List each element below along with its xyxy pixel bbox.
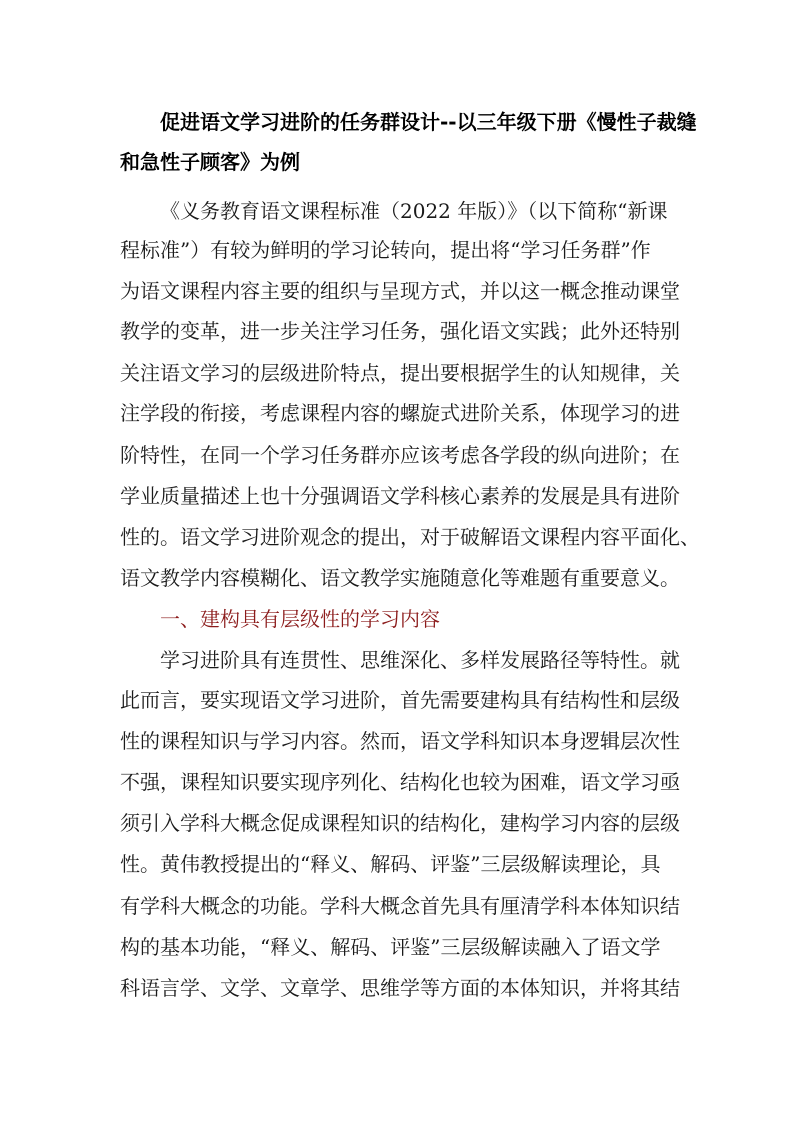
paragraph-line: 性的课程知识与学习内容。然而，语文学科知识本身逻辑层次性 (120, 729, 680, 753)
document-title-line-1: 促进语文学习进阶的任务群设计--以三年级下册《慢性子裁缝 (160, 110, 697, 134)
paragraph-line: 注学段的衔接，考虑课程内容的螺旋式进阶关系，体现学习的进 (120, 401, 680, 425)
paragraph-line: 科语言学、文学、文章学、思维学等方面的本体知识，并将其结 (120, 976, 680, 1000)
paragraph-line: 关注语文学习的层级进阶特点，提出要根据学生的认知规律，关 (120, 361, 680, 385)
paragraph-line: 此而言，要实现语文学习进阶，首先需要建构具有结构性和层级 (120, 688, 680, 712)
paragraph-line: 为语文课程内容主要的组织与呈现方式，并以这一概念推动课堂 (120, 279, 680, 303)
paragraph-line: 阶特性，在同一个学习任务群亦应该考虑各学段的纵向进阶；在 (120, 443, 680, 467)
paragraph-line: 《义务教育语文课程标准（2022 年版）》（以下简称“新课 (160, 199, 668, 223)
paragraph-line: 程标准”）有较为鲜明的学习论转向，提出将“学习任务群”作 (120, 238, 651, 262)
document-title-line-2: 和急性子顾客》为例 (120, 150, 300, 174)
paragraph-line: 不强，课程知识要实现序列化、结构化也较为困难，语文学习亟 (120, 770, 680, 794)
section-heading: 一、建构具有层级性的学习内容 (160, 607, 440, 631)
paragraph-line: 学习进阶具有连贯性、思维深化、多样发展路径等特性。就 (160, 648, 680, 672)
paragraph-line: 性的。语文学习进阶观念的提出，对于破解语文课程内容平面化、 (120, 525, 700, 549)
paragraph-line: 性。黄伟教授提出的“释义、解码、评鉴”三层级解读理论，具 (120, 852, 661, 876)
paragraph-line: 学业质量描述上也十分强调语文学科核心素养的发展是具有进阶 (120, 484, 680, 508)
paragraph-line: 有学科大概念的功能。学科大概念首先具有厘清学科本体知识结 (120, 894, 680, 918)
paragraph-line: 语文教学内容模糊化、语文教学实施随意化等难题有重要意义。 (120, 566, 680, 590)
paragraph-line: 教学的变革，进一步关注学习任务，强化语文实践；此外还特别 (120, 319, 680, 343)
paragraph-line: 构的基本功能，“释义、解码、评鉴”三层级解读融入了语文学 (120, 935, 661, 959)
paragraph-line: 须引入学科大概念促成课程知识的结构化，建构学习内容的层级 (120, 811, 680, 835)
